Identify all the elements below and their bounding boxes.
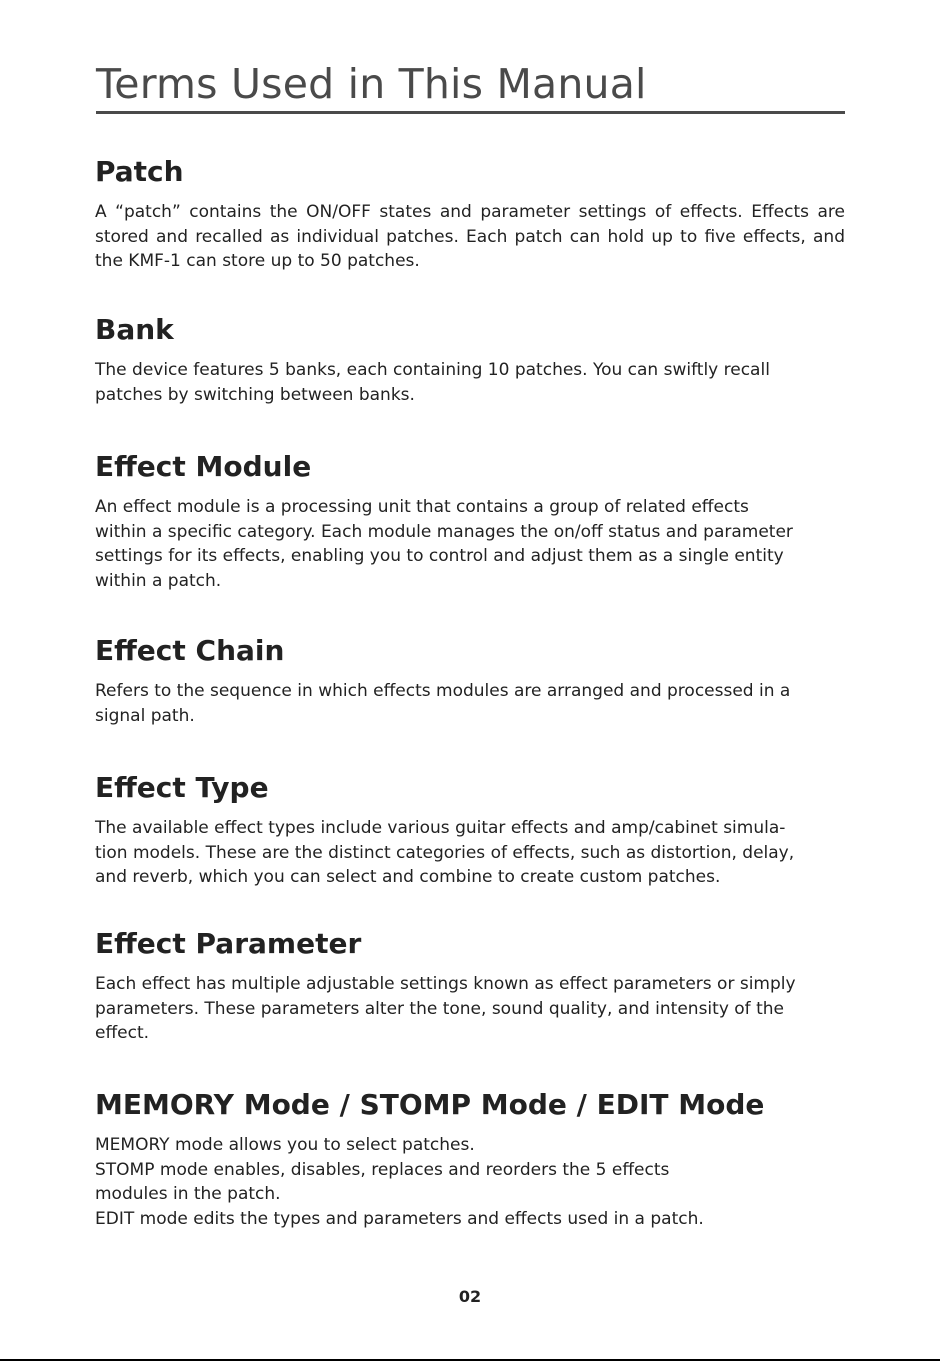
section-body: [95, 1133, 845, 1231]
title-underline: [96, 111, 845, 114]
section-body: [95, 200, 845, 274]
section-heading: Effect Parameter: [95, 927, 362, 960]
section-effect-type: [95, 770, 845, 890]
body-line: MEMORY mode allows you to select patches.: [95, 1135, 475, 1155]
body-line: An effect module is a processing unit that contains a group of related effects: [95, 497, 749, 517]
body-line: The device features 5 banks, each containing 10 patches. You can swiftly recall: [95, 360, 770, 380]
body-line: settings for its effects, enabling you to control and adjust them as a single entity: [95, 546, 784, 566]
section-heading: MEMORY Mode / STOMP Mode / EDIT Mode: [95, 1088, 765, 1121]
section-modes: [95, 1087, 845, 1231]
body-line: The available effect types include various guitar effects and amp/cabinet simula-: [95, 818, 786, 838]
page-title: Terms Used in This Manual: [96, 60, 647, 108]
section-body: [95, 679, 845, 728]
body-line: within a specific category. Each module manages the on/off status and parameter: [95, 521, 793, 542]
section-effect-chain: [95, 633, 845, 728]
body-line: STOMP mode enables, disables, replaces and reorders the 5 effects: [95, 1159, 670, 1180]
body-line: effect.: [95, 1023, 150, 1043]
section-heading: Bank: [95, 313, 174, 346]
body-paragraph: A “patch” contains the ON/OFF states and parameter settings of effects. Effects are stored and recalled as individual patches. Each patch can hold up to five effects, and the KMF-1 can store up to 50 patches.: [95, 202, 845, 271]
body-line: tion models. These are the distinct categories of effects, such as distortion, delay,: [95, 842, 795, 863]
bottom-border: [0, 1359, 940, 1361]
page-number: 02: [458, 1287, 482, 1306]
section-effect-parameter: [95, 926, 845, 1046]
body-line: patches by switching between banks.: [95, 384, 415, 405]
section-patch: [95, 154, 845, 274]
section-effect-module: [95, 449, 845, 593]
body-line: Refers to the sequence in which effects modules are arranged and processed in a: [95, 681, 791, 701]
section-heading: Effect Chain: [95, 634, 285, 667]
section-bank: [95, 312, 845, 407]
section-body: [95, 495, 845, 593]
body-line: within a patch.: [95, 570, 222, 591]
section-heading: Effect Module: [95, 450, 312, 483]
section-body: [95, 358, 845, 407]
body-line: EDIT mode edits the types and parameters and effects used in a patch.: [95, 1208, 704, 1229]
body-line: modules in the patch.: [95, 1184, 281, 1204]
body-line: and reverb, which you can select and combine to create custom patches.: [95, 867, 721, 887]
body-line: Each effect has multiple adjustable settings known as effect parameters or simply: [95, 974, 796, 994]
section-body: [95, 972, 845, 1046]
section-heading: Patch: [95, 155, 184, 188]
section-heading: Effect Type: [95, 771, 269, 804]
section-body: [95, 816, 845, 890]
body-line: parameters. These parameters alter the tone, sound quality, and intensity of the: [95, 998, 784, 1019]
body-line: signal path.: [95, 705, 195, 726]
